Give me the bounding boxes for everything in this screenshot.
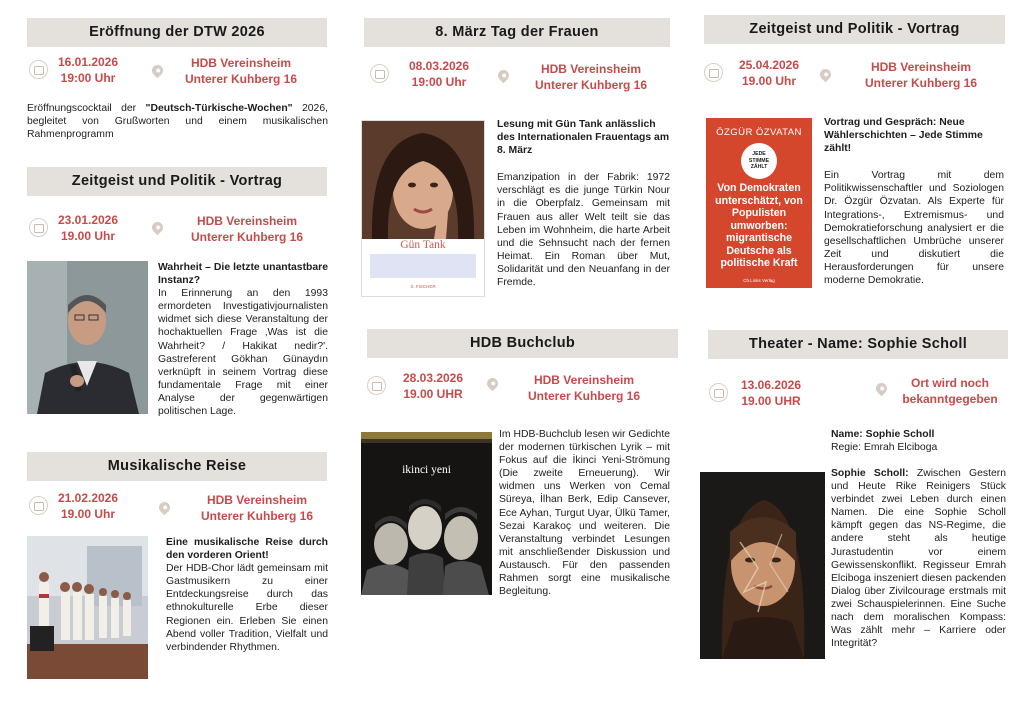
event-description: Wahrheit – Die letzte unantastbare Instanz? In Erinnerung an den 1993 ermordeten Investigativjournalisten widmet sich diese Veranstaltung der hochaktuellen Frage ‚Was ist die Wahrheit? / Hakikat nedir?'. Gastreferent Gökhan Günaydın verknüpft in seinem Vortrag diese fundamentale Frage mit einer Analyse der gegenwärtigen politischen Lage. (158, 262, 328, 418)
event-subtitle: Eine musikalische Reise durch den vorderen Orient! (166, 537, 328, 562)
event-address: bekanntgegeben (902, 392, 998, 406)
event-address: Unterer Kuhberg 16 (534, 78, 648, 92)
choir-photo (27, 536, 148, 679)
speaker-photo (27, 261, 148, 414)
event-description: Vortrag und Gespräch: Neue Wählerschichten – Jede Stimme zählt! Ein Vortrag mit dem Politikwissenschaftler und Soziologen Dr. Özgür Özvatan. Als Experte für Integrations-, Extremismus- und Demokratieforschung analysiert er die gesellschaftlichen Umbrüche unserer Zeit und diskutiert die Herausforderungen für unsere moderne Demokratie. (824, 117, 1004, 287)
book-author: ÖZGÜR ÖZVATAN (716, 127, 802, 138)
director: Regie: Emrah Elciboga (831, 442, 938, 454)
event-time: 19.00 UHR (403, 387, 463, 401)
event-date: 23.01.2026 (57, 213, 119, 227)
calendar-icon (29, 496, 48, 515)
event-description: Eröffnungscocktail der "Deutsch-Türkische-Wochen" 2026, begleitet von Grußworten und einem musikalischen Rahmenprogramm (27, 103, 328, 141)
event-date: 13.06.2026 (740, 378, 802, 392)
location-pin-icon (150, 220, 166, 236)
play-name: Name: Sophie Scholl (831, 429, 935, 440)
event-title-buchclub: HDB Buchclub (367, 329, 678, 358)
calendar-icon (704, 63, 723, 82)
book-title: Von Demokraten unterschätzt, von Populisten umworben: migrantische Deutsche als politische Kraft (715, 182, 803, 269)
event-subtitle: Lesung mit Gün Tank anlässlich des Internationalen Frauentags am 8. März (497, 119, 670, 157)
event-time: 19.00 UHR (741, 394, 801, 408)
calendar-icon (370, 64, 389, 83)
book-label-box (370, 254, 476, 278)
event-time: 19.00 Uhr (60, 229, 116, 243)
book-cover-oezvatan (706, 118, 812, 288)
event-address: Unterer Kuhberg 16 (864, 76, 978, 90)
event-venue: HDB Vereinsheim (196, 214, 298, 228)
calendar-icon (367, 376, 386, 395)
book-cover-guen-tank (361, 120, 485, 297)
book-publisher: Ch.Links Verlag (743, 278, 775, 283)
event-title-musikalische-reise: Musikalische Reise (27, 452, 327, 481)
event-time: 19.00 Uhr (741, 74, 797, 88)
event-time: 19.00 Uhr (60, 507, 116, 521)
event-description: Eine musikalische Reise durch den vorderen Orient! Der HDB-Chor lädt gemeinsam mit Gastmusikern zu einer Entdeckungsreise durch das ethnokulturelle Erbe dieser Regionen ein. Erleben Sie einen Abend voller Tradition, Vielfalt und verbindender Rhythmen. (166, 537, 328, 653)
event-title-zeitgeist-2: Zeitgeist und Politik - Vortrag (704, 15, 1005, 44)
event-address: Unterer Kuhberg 16 (200, 509, 314, 523)
location-pin-icon (496, 68, 512, 84)
event-credits (831, 428, 1006, 454)
event-venue: HDB Vereinsheim (870, 60, 972, 74)
location-pin-icon (818, 67, 834, 83)
event-description: Sophie Scholl: Zwischen Gestern und Heute Rike Reinigers Stück verbindet zwei Leben durch einen Namen. Die eine Sophie Scholl kämpft gegen das NS-Regime, die andere steht als heutige Jurastudentin vor einem Gewissenskonflikt. Regisseur Emrah Elciboga inszeniert diesen packenden Dialog über Zivilcourage erstmals mit zwei Schauspielerinnen. Eine Suche nach dem moralischen Kompass: Was zählt mehr – Karriere oder Integrität? (831, 468, 1006, 650)
event-date: 25.04.2026 (738, 58, 800, 72)
event-subtitle: Vortrag und Gespräch: Neue Wählerschichten – Jede Stimme zählt! (824, 117, 983, 155)
event-address: Unterer Kuhberg 16 (184, 72, 298, 86)
calendar-icon (709, 383, 728, 402)
event-date: 28.03.2026 (402, 371, 464, 385)
event-address: Unterer Kuhberg 16 (527, 389, 641, 403)
event-title-zeitgeist-1: Zeitgeist und Politik - Vortrag (27, 167, 327, 196)
event-date: 08.03.2026 (408, 59, 470, 73)
book-publisher: S. FISCHER (410, 284, 436, 289)
event-venue: Ort wird noch (911, 376, 989, 390)
event-venue: HDB Vereinsheim (190, 56, 292, 70)
event-venue: HDB Vereinsheim (206, 493, 308, 507)
location-pin-icon (150, 63, 166, 79)
calendar-icon (29, 60, 48, 79)
theater-poster (700, 472, 825, 659)
book-title: ikinci yeni (402, 464, 451, 476)
location-pin-icon (157, 500, 173, 516)
event-time: 19:00 Uhr (60, 71, 116, 85)
event-venue: HDB Vereinsheim (540, 62, 642, 76)
event-date: 21.02.2026 (57, 491, 119, 505)
event-date: 16.01.2026 (57, 55, 119, 69)
book-cover-ikinci-yeni (361, 432, 492, 595)
book-badge: JEDE STIMME ZÄHLT (741, 143, 777, 179)
event-address: Unterer Kuhberg 16 (190, 230, 304, 244)
location-pin-icon (485, 376, 501, 392)
event-time: 19:00 Uhr (411, 75, 467, 89)
event-title-eroeffnung: Eröffnung der DTW 2026 (27, 18, 327, 47)
event-venue: HDB Vereinsheim (533, 373, 635, 387)
event-description: Im HDB-Buchclub lesen wir Gedichte der modernen türkischen Lyrik – mit Fokus auf die İkinci Yeni-Strömung (Die zweite Erneuerung). Wir widmen uns Werken von Cemal Süreya, İlhan Berk, Edip Cansever, Ece Ayhan, Turgut Uyar, Ülkü Tamer, Sezai Karakoç und weiteren. Die Veranstaltung verbindet Lesungen mit anschließender Diskussion und Austausch. Für den passenden Rahmen sorgt eine musikalische Begleitung. (499, 429, 670, 598)
event-subtitle: Wahrheit – Die letzte unantastbare Instanz? (158, 262, 328, 287)
book-author: Gün Tank (400, 239, 446, 251)
event-title-theater: Theater - Name: Sophie Scholl (708, 330, 1008, 359)
event-description: Lesung mit Gün Tank anlässlich des Internationalen Frauentags am 8. März Emanzipation in der Fabrik: 1972 verschlägt es die junge Türkin Nour in die Oberpfalz. Gemeinsam mit Frauen aus aller Welt teilt sie das Leben im Wohnheim, die harte Arbeit und die Sehnsucht nach der fernen Heimat. Ein Roman über Mut, Solidarität und den Neuanfang in der Fremde. (497, 119, 670, 289)
event-title-frauentag: 8. März Tag der Frauen (364, 18, 670, 47)
calendar-icon (29, 218, 48, 237)
